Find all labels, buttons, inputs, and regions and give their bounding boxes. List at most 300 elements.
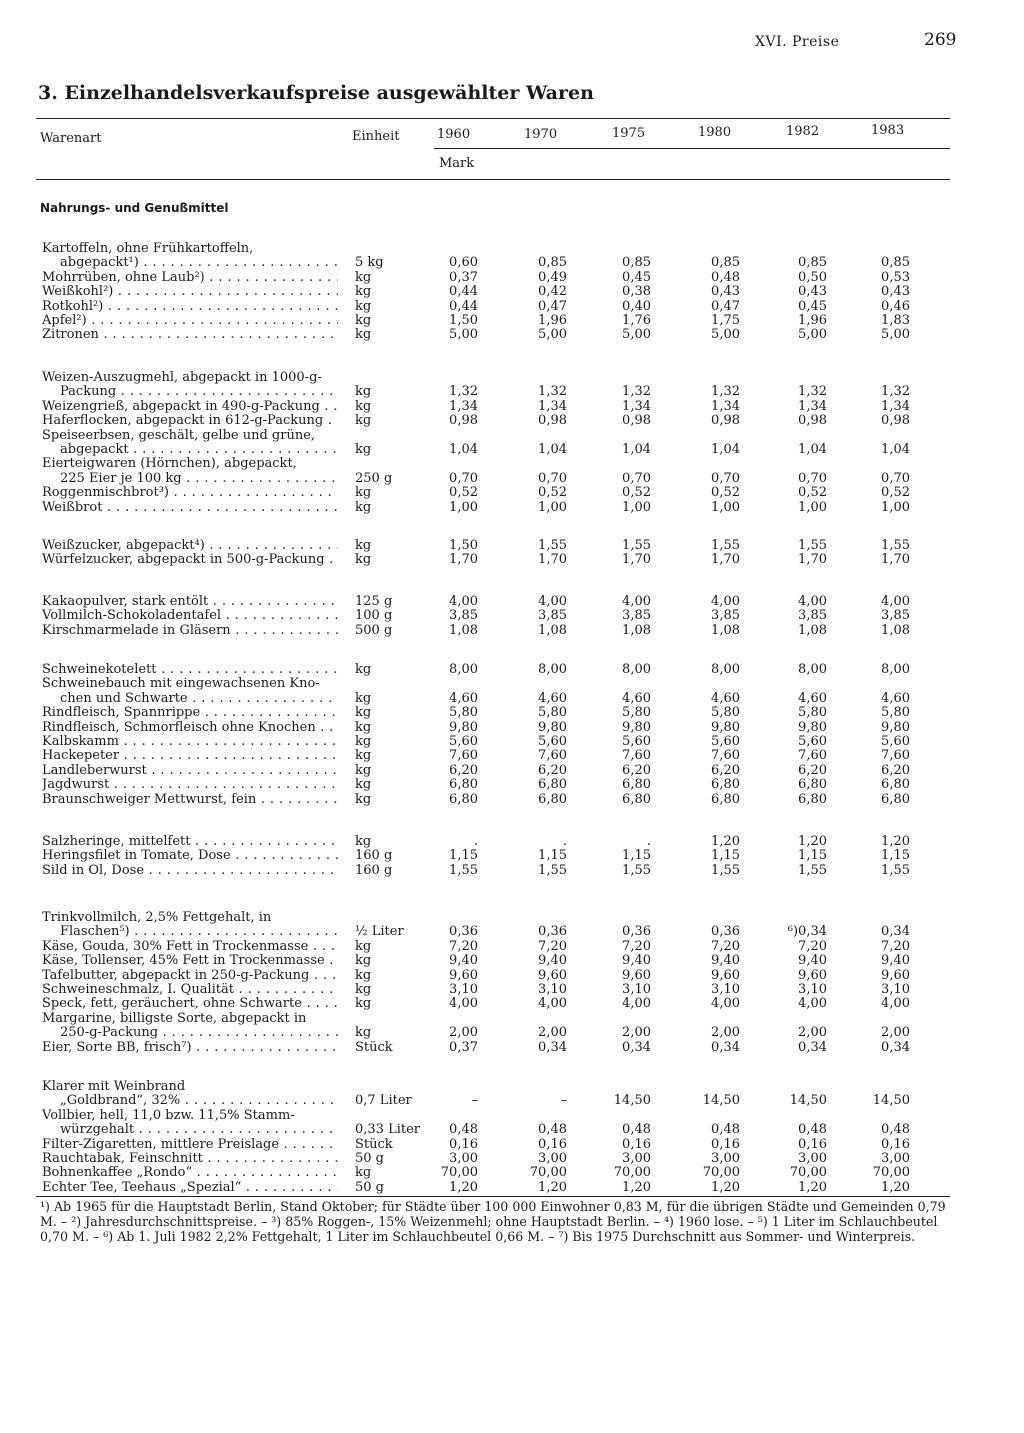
value-cell: 4,00 <box>449 594 478 609</box>
value-cell: 0,98 <box>798 413 827 429</box>
value-cell: 7,60 <box>711 748 740 764</box>
row-label <box>42 300 338 314</box>
row-label-line: Speck, fett, geräuchert, ohne Schwarte . . . <box>42 997 338 1011</box>
value-cell: 0,36 <box>449 924 478 940</box>
header-bottom-rule <box>36 179 950 180</box>
row-label <box>42 414 338 428</box>
row-unit: kg <box>355 398 372 414</box>
value-cell: 5,00 <box>622 327 651 343</box>
table-row <box>0 706 1024 720</box>
value-cell: 5,60 <box>538 734 567 749</box>
value-cell: 9,80 <box>622 719 651 735</box>
value-cell: 1,00 <box>881 499 910 515</box>
value-cell: 9,60 <box>798 967 827 983</box>
value-cell: 1,20 <box>798 1179 827 1195</box>
row-unit: 160 g <box>355 862 393 878</box>
value-cell: 0,52 <box>622 485 651 501</box>
value-cell: 1,08 <box>711 622 740 638</box>
row-unit: kg <box>355 834 372 849</box>
row-label-line: Schweinebauch mit eingewachsenen Kno- <box>42 677 320 692</box>
row-unit: 125 g <box>355 594 393 609</box>
row-unit: 0,33 Liter <box>355 1122 420 1138</box>
value-cell: 9,60 <box>711 967 740 983</box>
row-label-line: Klarer mit Weinbrand <box>42 1080 186 1094</box>
value-cell: 4,00 <box>798 594 827 609</box>
value-cell: 1,55 <box>798 862 827 878</box>
col-header-year: 1975 <box>612 126 646 141</box>
table-row <box>0 242 1024 271</box>
value-cell: 70,00 <box>613 1165 651 1181</box>
row-label-line: Eier, Sorte BB, frisch⁷) . . . <box>42 1041 338 1055</box>
row-label-line: Würfelzucker, abgepackt in 500-g-Packung . . . <box>42 553 338 567</box>
row-label <box>42 778 338 792</box>
value-cell: 1,50 <box>449 538 478 553</box>
value-cell: 1,15 <box>881 848 910 864</box>
row-label-line: Kartoffeln, ohne Frühkartoffeln, <box>42 242 254 256</box>
value-cell: 8,00 <box>449 662 478 677</box>
row-unit: kg <box>355 734 372 749</box>
value-cell: 0,34 <box>881 924 910 940</box>
value-cell: 3,00 <box>711 1151 740 1166</box>
value-cell: 4,00 <box>798 996 827 1012</box>
row-label <box>42 371 338 400</box>
row-label <box>42 624 338 638</box>
row-unit: kg <box>355 1025 372 1041</box>
value-cell: 4,00 <box>538 996 567 1012</box>
row-label <box>42 609 338 623</box>
value-cell: 1,55 <box>798 538 827 553</box>
table-row <box>0 539 1024 553</box>
row-label-line: chen und Schwarte . . . <box>42 692 338 706</box>
row-unit: kg <box>355 327 372 343</box>
value-cell: 1,00 <box>622 499 651 515</box>
row-unit: kg <box>355 662 372 677</box>
row-label-line: Rindfleisch, Schmorfleisch ohne Knochen . . . <box>42 721 338 735</box>
value-cell: 0,48 <box>449 1122 478 1138</box>
value-cell: 4,00 <box>622 594 651 609</box>
value-cell: 1,04 <box>798 441 827 457</box>
value-cell: 5,00 <box>711 327 740 343</box>
value-cell: 1,20 <box>622 1179 651 1195</box>
value-cell: 1,96 <box>798 313 827 328</box>
value-cell: 1,08 <box>449 622 478 638</box>
table-row <box>0 778 1024 792</box>
row-unit: kg <box>355 269 372 285</box>
row-label-line: 250-g-Packung . . . <box>42 1026 338 1040</box>
value-cell: 1,96 <box>538 313 567 328</box>
value-cell: 1,32 <box>538 384 567 400</box>
value-cell: 1,32 <box>449 384 478 400</box>
value-cell: 9,60 <box>881 967 910 983</box>
row-label <box>42 764 338 778</box>
value-cell: 6,80 <box>711 777 740 793</box>
value-cell: 9,40 <box>798 953 827 969</box>
row-label <box>42 486 338 500</box>
value-cell: 0,48 <box>711 1122 740 1138</box>
row-unit: 500 g <box>355 622 393 638</box>
row-label <box>42 271 338 285</box>
value-cell: 4,60 <box>538 690 567 706</box>
row-label <box>42 501 338 515</box>
value-cell: 0,16 <box>711 1136 740 1152</box>
value-cell: 0,50 <box>798 269 827 285</box>
value-cell: 0,45 <box>622 269 651 285</box>
row-unit: kg <box>355 719 372 735</box>
value-cell: 5,60 <box>622 734 651 749</box>
value-cell: 6,80 <box>538 777 567 793</box>
value-cell: 1,00 <box>711 499 740 515</box>
table-row <box>0 624 1024 638</box>
value-cell: 0,52 <box>538 485 567 501</box>
value-cell: 0,98 <box>622 413 651 429</box>
value-cell: 1,15 <box>449 848 478 864</box>
table-row <box>0 486 1024 500</box>
value-cell: 0,48 <box>538 1122 567 1138</box>
value-cell: 1,08 <box>622 622 651 638</box>
value-cell: 0,34 <box>711 1039 740 1055</box>
table-row <box>0 314 1024 328</box>
value-cell: 1,76 <box>622 313 651 328</box>
row-label <box>42 793 338 807</box>
value-cell: 7,20 <box>711 938 740 954</box>
value-cell: 4,00 <box>449 996 478 1012</box>
row-label <box>42 400 338 414</box>
value-cell: 1,04 <box>449 441 478 457</box>
row-label-line: Kakaopulver, stark entölt . . . <box>42 595 338 609</box>
value-cell: 0,34 <box>881 1039 910 1055</box>
row-label <box>42 706 338 720</box>
row-label-line: Schweineschmalz, I. Qualität . . . <box>42 983 338 997</box>
value-cell: 5,80 <box>538 705 567 721</box>
value-cell: 1,00 <box>538 499 567 515</box>
value-cell: 1,55 <box>538 538 567 553</box>
table-row <box>0 997 1024 1011</box>
row-label-line: Speiseerbsen, geschält, gelbe und grüne, <box>42 428 316 443</box>
row-unit: kg <box>355 552 372 568</box>
value-cell: 3,85 <box>538 608 567 624</box>
row-unit: 50 g <box>355 1179 384 1195</box>
value-cell: 2,00 <box>711 1025 740 1041</box>
value-cell: 0,52 <box>798 485 827 501</box>
value-cell: 0,42 <box>538 284 567 300</box>
value-cell: 4,00 <box>711 996 740 1012</box>
value-cell: 1,20 <box>798 834 827 849</box>
row-label-line: Weißzucker, abgepackt⁴) . . . <box>42 539 338 553</box>
value-cell: 1,34 <box>881 398 910 414</box>
row-label-line: Käse, Gouda, 30% Fett in Trockenmasse . . . <box>42 940 338 954</box>
header-subrule <box>434 148 950 149</box>
value-cell: 2,00 <box>538 1025 567 1041</box>
value-cell: 3,00 <box>881 1151 910 1166</box>
value-cell: 3,10 <box>798 982 827 997</box>
value-cell: 3,00 <box>798 1151 827 1166</box>
row-unit: kg <box>355 748 372 764</box>
value-cell: 3,10 <box>881 982 910 997</box>
value-cell: 0,37 <box>449 1039 478 1055</box>
row-unit: 100 g <box>355 608 393 624</box>
row-label-line: Hackepeter . . . <box>42 749 338 763</box>
table-row <box>0 793 1024 807</box>
row-unit: kg <box>355 298 372 314</box>
table-row <box>0 983 1024 997</box>
value-cell: 1,00 <box>449 499 478 515</box>
row-unit: kg <box>355 499 372 515</box>
row-label-line: Echter Tee, Teehaus „Spezial“ . . . <box>42 1181 338 1195</box>
value-cell: 9,60 <box>622 967 651 983</box>
value-cell: 3,00 <box>449 1151 478 1166</box>
value-cell: 6,80 <box>881 777 910 793</box>
value-cell: 5,60 <box>711 734 740 749</box>
row-label <box>42 1109 338 1138</box>
table-row <box>0 271 1024 285</box>
value-cell: 1,55 <box>538 862 567 878</box>
row-label-line: Rindfleisch, Spannrippe . . . <box>42 706 338 720</box>
value-cell: 1,20 <box>881 834 910 849</box>
value-cell: 2,00 <box>798 1025 827 1041</box>
row-label-line: Zitronen . . . <box>42 328 338 342</box>
value-cell: 0,85 <box>538 255 567 271</box>
value-cell: 0,49 <box>538 269 567 285</box>
value-cell: 6,80 <box>711 791 740 807</box>
value-cell: 14,50 <box>789 1093 827 1109</box>
value-cell: 3,10 <box>449 982 478 997</box>
value-cell: 0,70 <box>622 470 651 486</box>
value-cell: 4,00 <box>881 594 910 609</box>
value-cell: 0,16 <box>881 1136 910 1152</box>
row-label-line: Roggenmischbrot³) . . . <box>42 486 338 500</box>
value-cell: 4,00 <box>538 594 567 609</box>
table-row <box>0 1041 1024 1055</box>
row-label-line: Packung . . . <box>42 385 338 399</box>
value-cell: . <box>473 834 478 849</box>
value-cell: 4,60 <box>798 690 827 706</box>
value-cell: 0,16 <box>622 1136 651 1152</box>
row-unit: kg <box>355 690 372 706</box>
table-row <box>0 553 1024 567</box>
value-cell: 5,60 <box>881 734 910 749</box>
value-cell: 0,40 <box>622 298 651 314</box>
row-unit: 160 g <box>355 848 393 864</box>
col-header-einheit: Einheit <box>352 129 400 144</box>
value-cell: 1,32 <box>798 384 827 400</box>
value-cell: 0,34 <box>622 1039 651 1055</box>
value-cell: 1,00 <box>798 499 827 515</box>
value-cell: 6,20 <box>711 762 740 778</box>
row-unit: kg <box>355 705 372 721</box>
value-cell: 4,00 <box>881 996 910 1012</box>
value-cell: 70,00 <box>440 1165 478 1181</box>
value-cell: 1,70 <box>711 552 740 568</box>
value-cell: 0,44 <box>449 284 478 300</box>
value-cell: 9,40 <box>449 953 478 969</box>
value-cell: 1,55 <box>881 862 910 878</box>
section-heading: Nahrungs- und Genußmittel <box>40 201 229 215</box>
value-cell: 4,00 <box>622 996 651 1012</box>
row-unit: kg <box>355 996 372 1012</box>
value-cell: 1,70 <box>449 552 478 568</box>
value-cell: 0,85 <box>622 255 651 271</box>
value-cell: 0,37 <box>449 269 478 285</box>
value-cell: 5,80 <box>449 705 478 721</box>
value-cell: 6,80 <box>622 777 651 793</box>
col-header-year: 1970 <box>524 127 558 142</box>
value-cell: 0,38 <box>622 284 651 300</box>
value-cell: 3,85 <box>798 608 827 624</box>
row-unit: kg <box>355 967 372 983</box>
value-cell: 70,00 <box>529 1165 567 1181</box>
row-unit: Stück <box>355 1136 393 1152</box>
row-unit: kg <box>355 441 372 457</box>
row-unit: kg <box>355 485 372 501</box>
table-row <box>0 749 1024 763</box>
value-cell: 1,34 <box>449 398 478 414</box>
value-cell: 7,20 <box>449 938 478 954</box>
row-unit: Stück <box>355 1039 393 1055</box>
table-row <box>0 1109 1024 1138</box>
row-label-line: Margarine, billigste Sorte, abgepackt in <box>42 1011 307 1026</box>
row-label <box>42 539 338 553</box>
table-title: 3. Einzelhandelsverkaufspreise ausgewählter Waren <box>38 82 594 104</box>
value-cell: 0,43 <box>798 284 827 300</box>
table-row <box>0 300 1024 314</box>
value-cell: 0,16 <box>449 1136 478 1152</box>
value-cell: 0,70 <box>711 470 740 486</box>
value-cell: 5,00 <box>449 327 478 343</box>
value-cell: 1,20 <box>711 1179 740 1195</box>
value-cell: 1,55 <box>711 538 740 553</box>
value-cell: 4,60 <box>881 690 910 706</box>
row-label-line: Braunschweiger Mettwurst, fein . . . <box>42 793 338 807</box>
row-unit: kg <box>355 982 372 997</box>
value-cell: 9,60 <box>538 967 567 983</box>
value-cell: 0,16 <box>538 1136 567 1152</box>
value-cell: 3,10 <box>711 982 740 997</box>
value-cell: 5,80 <box>881 705 910 721</box>
row-unit: kg <box>355 413 372 429</box>
value-cell: 7,20 <box>798 938 827 954</box>
value-cell: 4,60 <box>622 690 651 706</box>
value-cell: 0,98 <box>449 413 478 429</box>
row-label <box>42 849 338 863</box>
value-cell: 0,36 <box>538 924 567 940</box>
row-label-line: Weizen-Auszugmehl, abgepackt in 1000-g- <box>42 371 322 385</box>
value-cell: 14,50 <box>702 1093 740 1109</box>
row-label-line: „Goldbrand“, 32% . . . <box>42 1094 338 1108</box>
value-cell: 0,98 <box>538 413 567 429</box>
row-label-line: Weizengrieß, abgepackt in 490-g-Packung . . . <box>42 400 338 414</box>
value-cell: 1,20 <box>881 1179 910 1195</box>
value-cell: 9,80 <box>449 719 478 735</box>
table-row <box>0 1080 1024 1109</box>
value-cell: . <box>562 834 567 849</box>
value-cell: 2,00 <box>881 1025 910 1041</box>
value-cell: 3,85 <box>711 608 740 624</box>
value-cell: 3,00 <box>622 1151 651 1166</box>
value-cell: 0,43 <box>711 284 740 300</box>
value-cell: 8,00 <box>711 662 740 677</box>
table-row <box>0 1181 1024 1195</box>
value-cell: 3,10 <box>622 982 651 997</box>
table-row <box>0 429 1024 458</box>
row-label <box>42 983 338 997</box>
row-label-line: Sild in Öl, Dose . . . <box>42 864 338 878</box>
col-header-year: 1982 <box>786 124 820 139</box>
row-unit: kg <box>355 1165 372 1181</box>
row-label <box>42 749 338 763</box>
value-cell: 8,00 <box>538 662 567 677</box>
row-label-line: abgepackt¹) . . . <box>42 256 338 270</box>
value-cell: 6,80 <box>798 791 827 807</box>
row-label <box>42 553 338 567</box>
value-cell: 0,48 <box>622 1122 651 1138</box>
value-cell: 6,80 <box>449 777 478 793</box>
row-unit: kg <box>355 953 372 969</box>
table-row <box>0 677 1024 706</box>
table-row <box>0 501 1024 515</box>
table-row <box>0 940 1024 954</box>
value-cell: 9,60 <box>449 967 478 983</box>
row-label-line: Filter-Zigaretten, mittlere Preislage . . . <box>42 1138 338 1152</box>
value-cell: 0,36 <box>622 924 651 940</box>
row-label <box>42 940 338 954</box>
value-cell: 0,85 <box>798 255 827 271</box>
value-cell: 7,60 <box>449 748 478 764</box>
value-cell: 1,08 <box>798 622 827 638</box>
value-cell: 5,80 <box>711 705 740 721</box>
value-cell: 3,00 <box>538 1151 567 1166</box>
table-row <box>0 457 1024 486</box>
row-label-line: Landleberwurst . . . <box>42 764 338 778</box>
value-cell: 0,98 <box>711 413 740 429</box>
value-cell: 4,00 <box>711 594 740 609</box>
value-cell: 0,52 <box>711 485 740 501</box>
row-label-line: Haferflocken, abgepackt in 612-g-Packung . . . <box>42 414 338 428</box>
table-row <box>0 764 1024 778</box>
row-label-line: Jagdwurst . . . <box>42 778 338 792</box>
table-bottom-rule <box>36 1196 950 1197</box>
value-cell: 7,60 <box>881 748 910 764</box>
value-cell: 1,34 <box>538 398 567 414</box>
row-label <box>42 1152 338 1166</box>
value-cell: – <box>560 1093 567 1109</box>
row-label <box>42 595 338 609</box>
value-cell: 6,20 <box>622 762 651 778</box>
value-cell: 1,32 <box>881 384 910 400</box>
col-header-warenart: Warenart <box>40 131 102 146</box>
row-unit: kg <box>355 762 372 778</box>
value-cell: 0,44 <box>449 298 478 314</box>
table-row <box>0 735 1024 749</box>
value-cell: 1,55 <box>449 862 478 878</box>
row-label <box>42 954 338 968</box>
value-cell: 1,34 <box>798 398 827 414</box>
top-rule <box>36 118 950 119</box>
table-row <box>0 400 1024 414</box>
value-cell: 1,75 <box>711 313 740 328</box>
table-row <box>0 1166 1024 1180</box>
value-cell: 5,00 <box>538 327 567 343</box>
value-cell: 0,53 <box>881 269 910 285</box>
row-label-line: Salzheringe, mittelfett . . . <box>42 835 338 849</box>
row-label <box>42 314 338 328</box>
value-cell: 7,60 <box>538 748 567 764</box>
value-cell: 6,80 <box>798 777 827 793</box>
value-cell: 8,00 <box>881 662 910 677</box>
value-cell: 1,20 <box>538 1179 567 1195</box>
table-row <box>0 954 1024 968</box>
value-cell: 7,60 <box>798 748 827 764</box>
value-cell: 5,80 <box>798 705 827 721</box>
